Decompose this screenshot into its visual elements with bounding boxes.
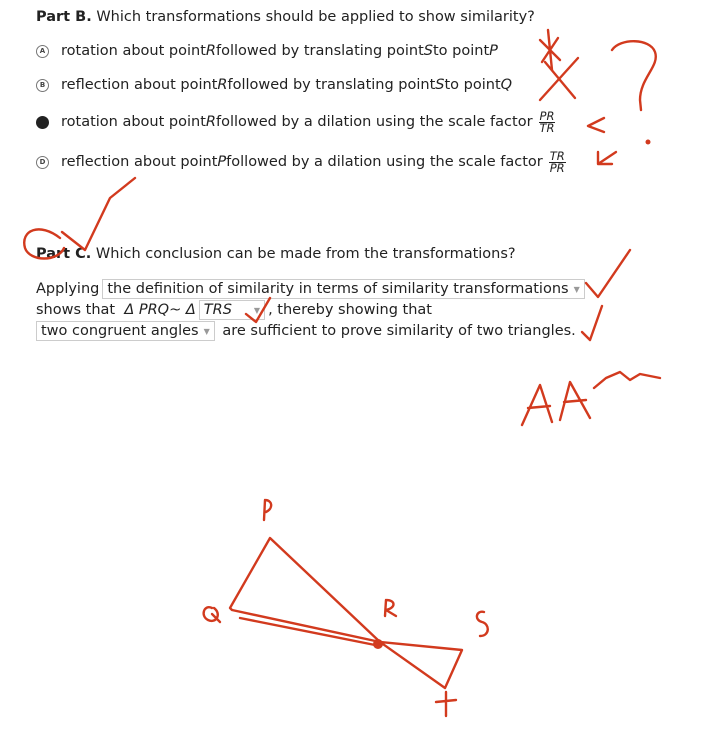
option-a-text: rotation about point <box>61 43 206 59</box>
option-c-frac-den: TR <box>539 120 555 135</box>
ink-check-c <box>62 178 135 250</box>
option-c-text2: followed by a dilation using the scale factor <box>215 114 533 130</box>
part-c-label: Part C. <box>36 246 92 262</box>
option-c-text: rotation about point <box>61 114 206 130</box>
ink-label-p <box>264 500 271 520</box>
ink-check-dropdown1 <box>586 250 630 297</box>
shows-that-text: shows that <box>36 302 116 318</box>
dropdown-definition-value: the definition of similarity in terms of similarity transformations <box>107 281 569 297</box>
option-d[interactable] <box>36 148 566 176</box>
option-d-frac-den: PR <box>549 160 565 175</box>
ink-base-line <box>240 618 380 646</box>
part-c-line-2 <box>36 300 432 320</box>
option-a-text3: to point <box>432 43 490 59</box>
part-b-question: Which transformations should be applied to show similarity? <box>96 9 535 25</box>
ink-triangle-rst <box>380 642 462 688</box>
option-a-var1: R <box>205 43 216 59</box>
option-b-bubble[interactable]: B <box>36 79 49 92</box>
dropdown-triangle[interactable] <box>199 300 265 320</box>
ink-label-q <box>204 607 220 622</box>
ink-arrow-c <box>588 118 604 132</box>
applying-text: Applying <box>36 281 100 297</box>
dropdown-congruent-value: two congruent angles <box>41 323 199 339</box>
ink-aa-note <box>522 372 660 425</box>
option-a-bubble[interactable]: A <box>36 45 49 58</box>
option-b-text3: to point <box>444 77 501 93</box>
option-a-var3: P <box>489 43 498 59</box>
ink-check-dropdown3 <box>582 306 602 340</box>
ink-label-s <box>477 612 488 636</box>
ink-question-mark <box>612 41 656 110</box>
option-b[interactable] <box>36 74 512 96</box>
option-b-text: reflection about point <box>61 77 218 93</box>
option-c-fraction <box>539 108 556 135</box>
option-d-frac-num: TR <box>549 148 565 163</box>
option-c[interactable] <box>36 108 555 136</box>
part-c-line-1 <box>36 279 588 299</box>
dropdown-triangle-value: TRS <box>203 302 232 318</box>
ink-triangle-prq <box>230 538 380 642</box>
option-c-frac-num: PR <box>539 108 555 123</box>
option-a[interactable] <box>36 40 498 62</box>
option-b-text2: followed by translating point <box>227 77 436 93</box>
triangle-prq-text: Δ PRQ~ Δ <box>124 302 196 318</box>
part-b-title <box>36 9 535 25</box>
ink-point-r <box>373 639 383 649</box>
ink-x-mark-b <box>540 58 578 100</box>
option-d-text: reflection about point <box>61 154 218 170</box>
option-b-var1: R <box>217 77 228 93</box>
ink-label-t <box>436 692 456 716</box>
part-c-question: Which conclusion can be made from the transformations? <box>95 246 516 262</box>
option-a-text2: followed by translating point <box>215 43 424 59</box>
dropdown-definition[interactable] <box>102 279 584 299</box>
chevron-down-icon: ▼ <box>203 326 210 336</box>
option-d-text2: followed by a dilation using the scale factor <box>226 154 543 170</box>
ink-label-r <box>385 600 396 616</box>
sufficient-text: are sufficient to prove similarity of two triangles. <box>222 323 576 339</box>
option-c-var1: R <box>205 114 216 130</box>
chevron-down-icon: ▼ <box>253 305 261 315</box>
option-b-var3: Q <box>500 77 513 93</box>
option-b-var2: S <box>435 77 445 93</box>
option-a-var2: S <box>423 43 433 59</box>
thereby-text: , thereby showing that <box>268 302 432 318</box>
option-c-bubble-selected[interactable]: C <box>36 116 49 129</box>
option-d-fraction <box>549 148 566 175</box>
ink-x-mark-a <box>540 30 560 70</box>
dropdown-congruent[interactable] <box>36 321 215 341</box>
option-d-bubble[interactable]: D <box>36 156 49 169</box>
part-c-title <box>36 246 516 262</box>
ink-question-dot <box>646 140 651 145</box>
ink-arrow-d <box>598 152 616 164</box>
chevron-down-icon: ▼ <box>573 284 580 294</box>
part-c-line-3 <box>36 321 576 341</box>
part-b-label: Part B. <box>36 9 92 25</box>
option-d-var1: P <box>217 154 227 170</box>
